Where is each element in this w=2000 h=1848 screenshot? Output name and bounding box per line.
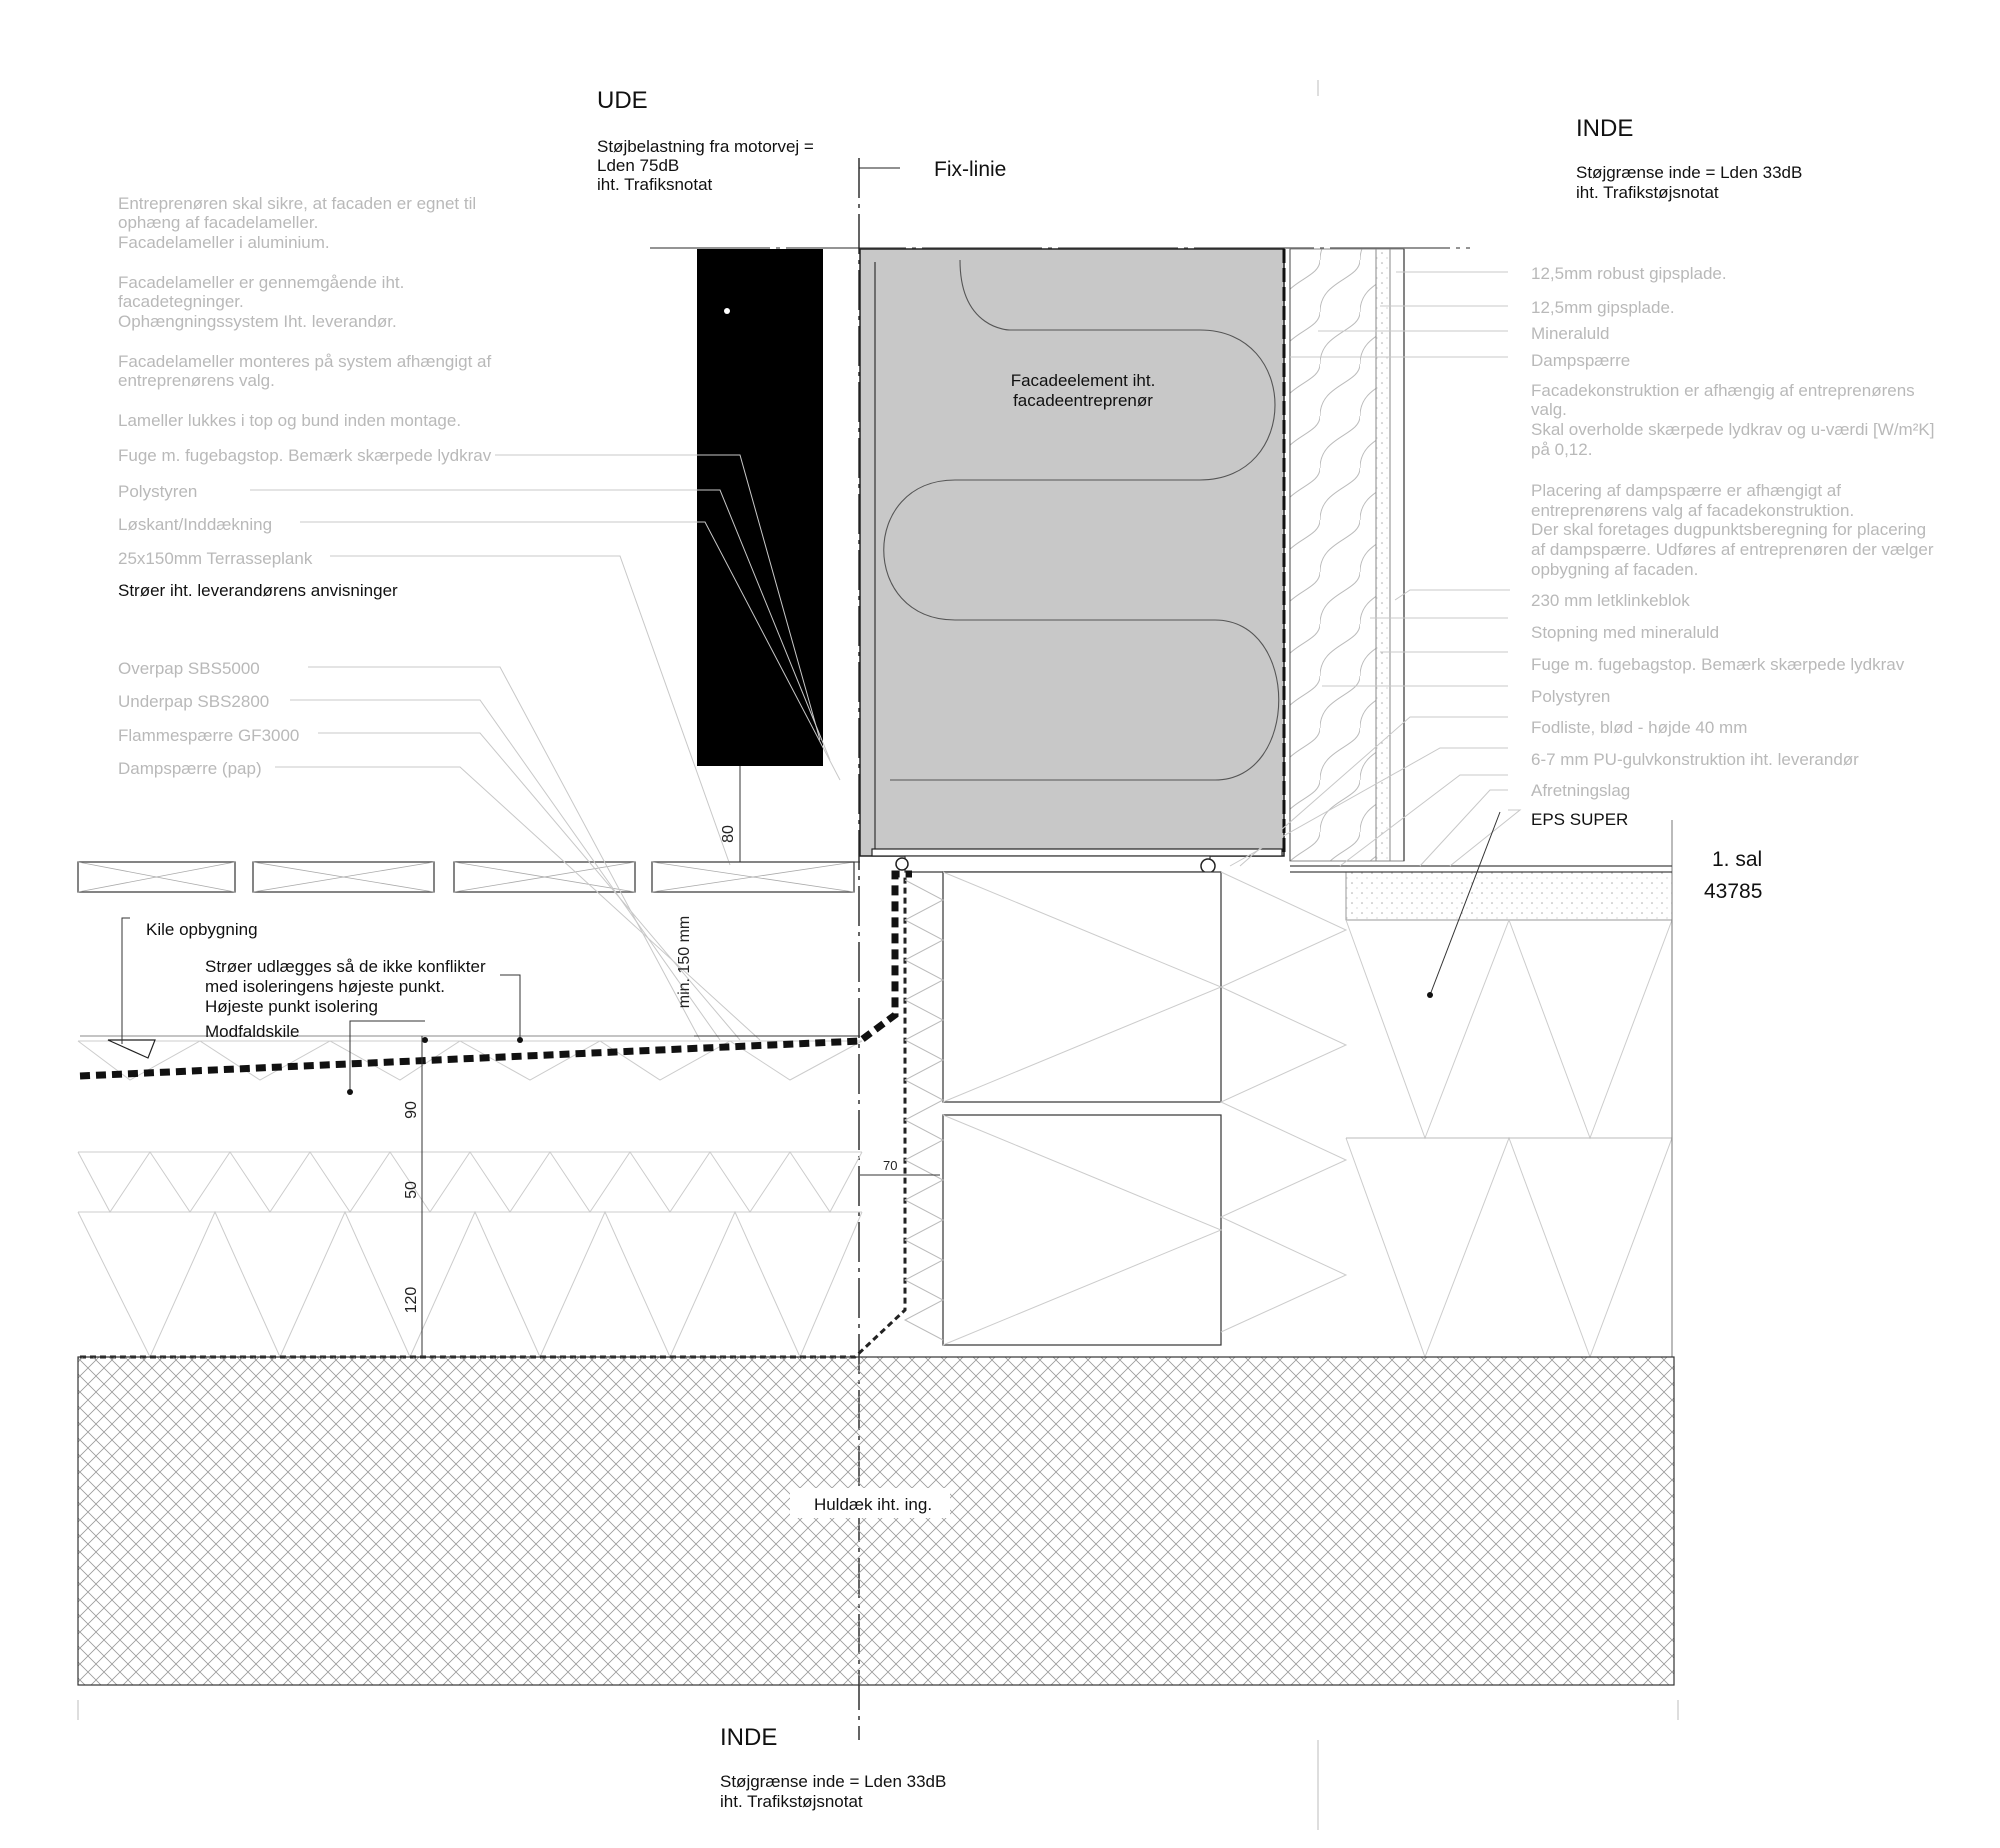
hollow-core-slab xyxy=(78,1357,1674,1685)
right-note-7: 230 mm letklinkeblok xyxy=(1531,591,1690,610)
kile xyxy=(108,1040,155,1058)
stroer-note-1: Strøer udlægges så de ikke konflikter xyxy=(205,957,486,976)
left-note-3a: Facadelameller monteres på system afhængigt af xyxy=(118,352,492,371)
left-note-4: Lameller lukkes i top og bund inden montage. xyxy=(118,411,462,430)
dim-120: 120 xyxy=(403,1286,420,1314)
level-name: 1. sal xyxy=(1712,848,1763,871)
right-note-6b: entreprenørens valg af facadekonstruktion. xyxy=(1531,501,1855,520)
right-note-5c: Skal overholde skærpede lydkrav og u-værdi [W/m²K] xyxy=(1531,420,1935,439)
dim-50: 50 xyxy=(403,1181,420,1199)
modfald-label: Modfaldskile xyxy=(205,1022,300,1041)
left-note-1b: ophæng af facadelameller. xyxy=(118,213,319,232)
left-note-2a: Facadelameller er gennemgående iht. xyxy=(118,273,405,292)
lamella-point xyxy=(724,308,730,314)
noise-outside-3: iht. Trafiksnotat xyxy=(597,175,713,194)
fix-line-label: Fix-linie xyxy=(934,158,1007,181)
left-note-2b: facadetegninger. xyxy=(118,292,244,311)
right-note-2: 12,5mm gipsplade. xyxy=(1531,298,1675,317)
left-note-1a: Entreprenøren skal sikre, at facaden er egnet til xyxy=(118,194,477,213)
zone-inde-top: INDE xyxy=(1576,115,1634,142)
membrane-3: Flammespærre GF3000 xyxy=(118,726,300,745)
right-note-1: 12,5mm robust gipsplade. xyxy=(1531,264,1727,283)
eps-label: EPS SUPER xyxy=(1531,810,1629,829)
facade-element xyxy=(860,249,1284,856)
left-note-2c: Ophængningssystem Iht. leverandør. xyxy=(118,312,397,331)
left-note-5: Fuge m. fugebagstop. Bemærk skærpede lydkrav xyxy=(118,446,492,465)
dim-70: 70 xyxy=(883,1158,898,1173)
noise-inside-top-1: Støjgrænse inde = Lden 33dB xyxy=(1576,163,1803,182)
right-note-4: Dampspærre xyxy=(1531,351,1631,370)
right-note-6c: Der skal foretages dugpunktsberegning for placering xyxy=(1531,520,1927,539)
dim-min150: min. 150 mm xyxy=(676,915,693,1009)
right-note-3: Mineraluld xyxy=(1531,324,1610,343)
inner-floor-blocks xyxy=(905,820,1672,1357)
fugebagstop-left xyxy=(896,858,908,870)
right-note-5d: på 0,12. xyxy=(1531,440,1593,459)
hojeste-label: Højeste punkt isolering xyxy=(205,997,378,1016)
right-note-6a: Placering af dampspærre er afhængigt af xyxy=(1531,481,1841,500)
right-note-12: 6-7 mm PU-gulvkonstruktion iht. leverandør xyxy=(1531,750,1859,769)
terrace-insulation xyxy=(78,1041,862,1357)
dim-90: 90 xyxy=(403,1101,420,1119)
noise-inside-bottom-1: Støjgrænse inde = Lden 33dB xyxy=(720,1772,947,1791)
right-note-5b: valg. xyxy=(1531,400,1567,419)
right-note-9: Fuge m. fugebagstop. Bemærk skærpede lydkrav xyxy=(1531,655,1905,674)
sill-detail xyxy=(905,856,1210,872)
facade-element-label-1: Facadeelement iht. xyxy=(1010,371,1156,390)
facade-element-label-2: facadeentreprenør xyxy=(1013,391,1153,410)
noise-outside-2: Lden 75dB xyxy=(597,156,680,175)
dim-80: 80 xyxy=(720,825,737,843)
kile-label: Kile opbygning xyxy=(146,920,258,939)
facade-lamella xyxy=(697,249,823,766)
vapour-barrier xyxy=(80,876,905,1357)
zone-inde-bottom: INDE xyxy=(720,1724,778,1751)
membrane-1: Overpap SBS5000 xyxy=(118,659,260,678)
left-note-3b: entreprenørens valg. xyxy=(118,371,275,390)
right-note-10: Polystyren xyxy=(1531,687,1611,706)
membrane-4: Dampspærre (pap) xyxy=(118,759,262,778)
noise-outside-1: Støjbelastning fra motorvej = xyxy=(597,137,814,156)
right-note-11: Fodliste, blød - højde 40 mm xyxy=(1531,718,1748,737)
right-note-6d: af dampspærre. Udføres af entreprenøren der vælger xyxy=(1531,540,1934,559)
level-value: 43785 xyxy=(1704,880,1763,903)
inner-wall-insulation xyxy=(1290,249,1404,861)
left-note-6: Polystyren xyxy=(118,482,198,501)
left-note-8: 25x150mm Terrasseplank xyxy=(118,549,313,568)
right-note-8: Stopning med mineraluld xyxy=(1531,623,1720,642)
stroer-note-2: med isoleringens højeste punkt. xyxy=(205,977,446,996)
slab-label: Huldæk iht. ing. xyxy=(813,1495,933,1514)
left-note-dark: Strøer iht. leverandørens anvisninger xyxy=(118,581,398,600)
zone-ude: UDE xyxy=(597,87,648,114)
noise-inside-bottom-2: iht. Trafikstøjsnotat xyxy=(720,1792,863,1811)
left-note-7: Løskant/Inddækning xyxy=(118,515,273,534)
terrace-planks xyxy=(78,862,854,892)
right-note-13: Afretningslag xyxy=(1531,781,1631,800)
noise-inside-top-2: iht. Trafikstøjsnotat xyxy=(1576,183,1719,202)
left-note-1c: Facadelameller i aluminium. xyxy=(118,233,330,252)
right-note-6e: opbygning af facaden. xyxy=(1531,560,1699,579)
membrane-2: Underpap SBS2800 xyxy=(118,692,270,711)
right-note-5a: Facadekonstruktion er afhængig af entreprenørens xyxy=(1531,381,1915,400)
fugebagstop-right xyxy=(1201,859,1215,873)
